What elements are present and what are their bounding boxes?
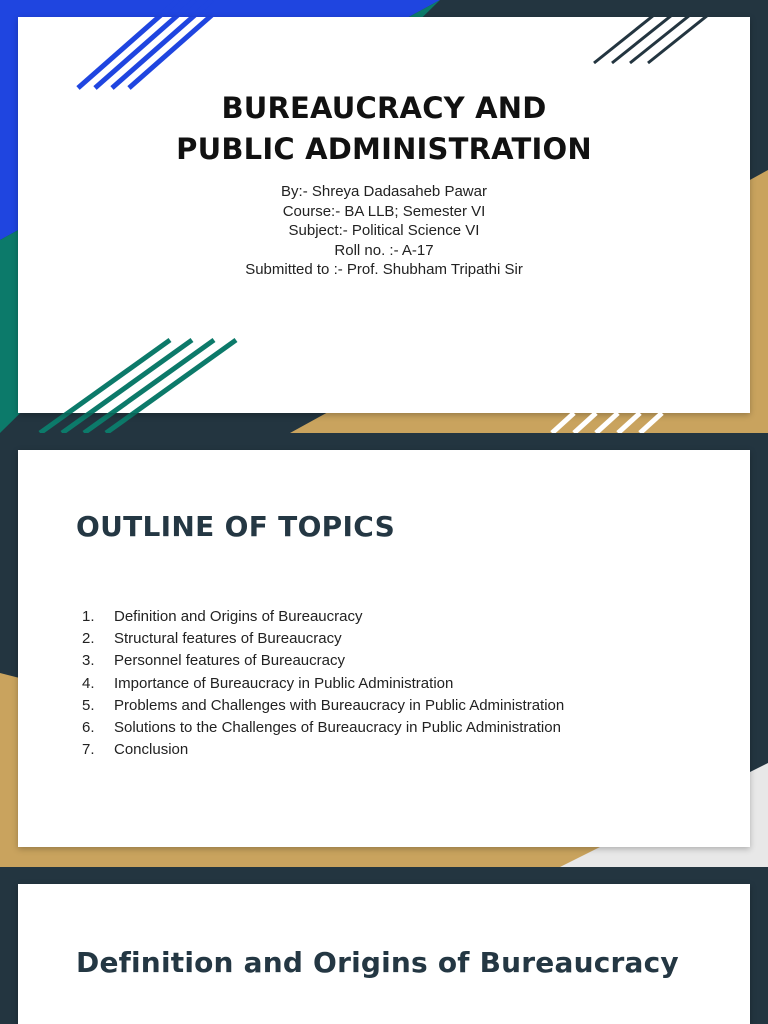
slide-2: [0, 433, 768, 867]
roll-number-line: Roll no. :- A-17: [334, 241, 434, 259]
author-details: [18, 182, 750, 280]
definition-slide-card: [18, 884, 750, 1024]
presentation-title: BUREAUCRACY AND PUBLIC ADMINISTRATION: [176, 91, 592, 166]
slide-3: [0, 867, 768, 1024]
list-item: 6. Solutions to the Challenges of Bureaucracy in Public Administration: [82, 718, 561, 736]
outline-heading: OUTLINE OF TOPICS: [76, 510, 396, 543]
list-item: 7. Conclusion: [82, 741, 189, 759]
author-line: By:- Shreya Dadasaheb Pawar: [281, 183, 487, 200]
topic-list: [82, 606, 564, 761]
title-slide-card: [18, 17, 750, 413]
subject-line: Subject:- Political Science VI: [288, 222, 480, 239]
list-item: 5. Problems and Challenges with Bureaucracy in Public Administration: [82, 696, 565, 714]
list-item: 1. Definition and Origins of Bureaucracy: [82, 608, 363, 625]
definition-heading: Definition and Origins of Bureaucracy: [76, 946, 679, 979]
slide-1: [0, 0, 768, 433]
list-item: 4. Importance of Bureaucracy in Public Administration: [82, 674, 454, 692]
submitted-to-line: Submitted to :- Prof. Shubham Tripathi Sir: [245, 261, 523, 278]
course-line: Course:- BA LLB; Semester VI: [282, 202, 486, 220]
list-item: 3. Personnel features of Bureaucracy: [82, 652, 345, 670]
list-item: 2. Structural features of Bureaucracy: [82, 630, 342, 648]
outline-slide-card: [18, 450, 750, 847]
